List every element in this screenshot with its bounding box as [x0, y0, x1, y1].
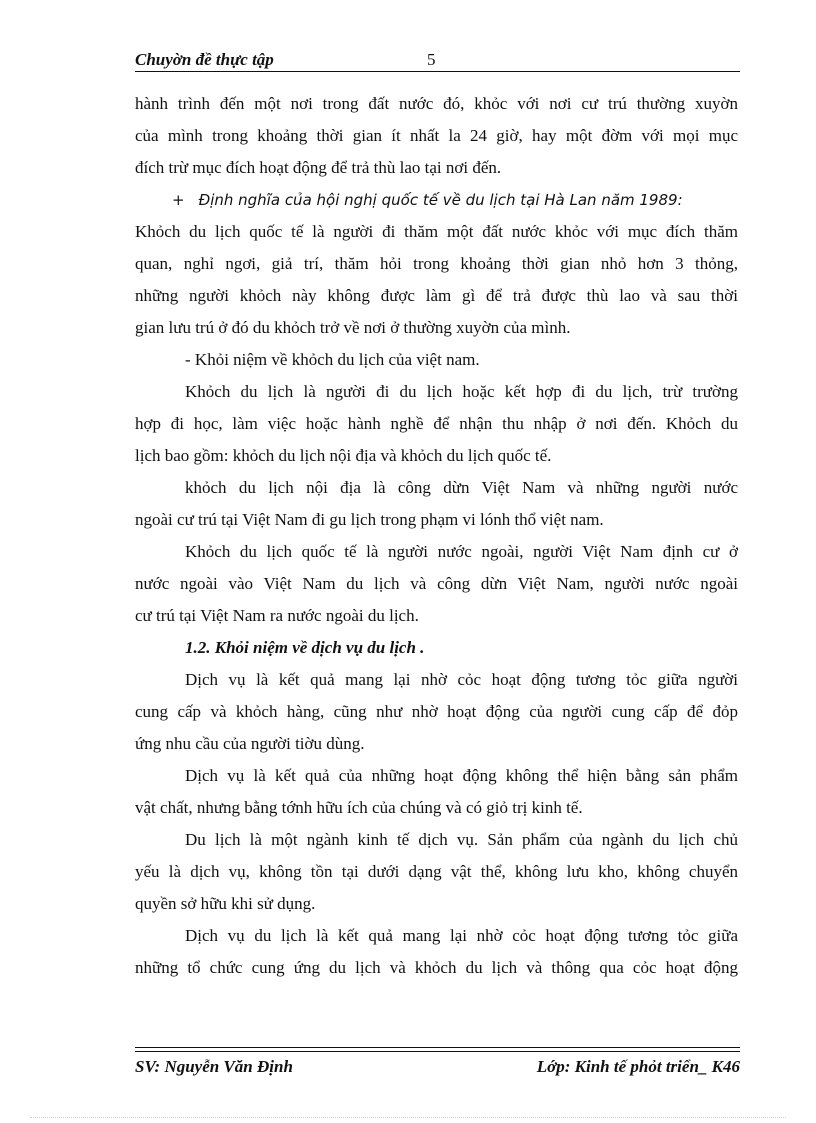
- body-line: khỏch du lịch nội địa là công dừn Việt Nam và những người nước: [185, 478, 738, 497]
- document-body: [135, 88, 738, 984]
- body-line: lịch bao gồm: khỏch du lịch nội địa và khỏch du lịch quốc tế.: [135, 446, 552, 465]
- body-line: ngoài cư trú tại Việt Nam đi gu lịch trong phạm vi lónh thổ việt nam.: [135, 510, 604, 529]
- footer-class: Lớp: Kinh tế phỏt triển_ K46: [536, 1057, 740, 1076]
- body-line: cung cấp và khỏch hàng, cũng như nhờ hoạt động của người cung cấp để đỏp: [135, 702, 738, 721]
- footer-student: SV: Nguyễn Văn Định: [135, 1057, 293, 1076]
- body-line: hợp đi học, làm việc hoặc hành nghề để nhận thu nhập ở nơi đến. Khỏch du: [135, 414, 738, 433]
- body-line: yếu là dịch vụ, không tồn tại dưới dạng vật thể, không lưu kho, không chuyển: [135, 862, 738, 881]
- body-line: ứng nhu cầu của người tiờu dùng.: [135, 734, 365, 753]
- page-footer: [135, 1047, 740, 1076]
- body-line: vật chất, nhưng bằng tớnh hữu ích của chúng và có giỏ trị kinh tế.: [135, 798, 583, 817]
- body-line: của mình trong khoảng thời gian ít nhất la 24 giờ, hay một đờm với mọi mục: [135, 126, 738, 145]
- page-edge-divider: [30, 1117, 786, 1118]
- sub-heading: - Khỏi niệm về khỏch du lịch của việt nam.: [185, 350, 480, 369]
- definition-line: [135, 184, 738, 216]
- body-line: nước ngoài vào Việt Nam du lịch và công dừn Việt Nam, người nước ngoài: [135, 574, 738, 593]
- body-line: hành trình đến một nơi trong đất nước đó, khỏc với nơi cư trú thường xuyờn: [135, 94, 738, 113]
- body-line: Dịch vụ là kết quả mang lại nhờ cỏc hoạt động tương tỏc giữa người: [185, 670, 738, 689]
- footer-rule: [135, 1047, 740, 1048]
- page-number: 5: [427, 50, 436, 69]
- footer-rule: [135, 1051, 740, 1052]
- body-line: Du lịch là một ngành kinh tế dịch vụ. Sản phẩm của ngành du lịch chủ: [185, 830, 738, 849]
- body-line: Dịch vụ là kết quả của những hoạt động không thể hiện bằng sản phẩm: [185, 766, 738, 785]
- body-line: Khỏch du lịch quốc tế là người đi thăm một đất nước khỏc với mục đích thăm: [135, 222, 738, 241]
- body-line: những tổ chức cung ứng du lịch và khỏch du lịch và thông qua cỏc hoạt động: [135, 958, 738, 977]
- section-heading: 1.2. Khỏi niệm về dịch vụ du lịch .: [185, 638, 425, 657]
- body-line: quan, nghỉ ngơi, giả trí, thăm hỏi trong khoảng thời gian nhỏ hơn 3 thỏng,: [135, 254, 738, 273]
- body-line: gian lưu trú ở đó du khỏch trở về nơi ở thường xuyờn của mình.: [135, 318, 571, 337]
- body-line: những người khỏch này không được làm gì để trả được thù lao và sau thời: [135, 286, 738, 305]
- header-title: Chuyờn đề thực tập: [135, 50, 274, 69]
- body-line: đích trừ mục đích hoạt động để trả thù lao tại nơi đến.: [135, 158, 502, 177]
- body-line: quyền sở hữu khi sử dụng.: [135, 894, 316, 913]
- body-line: Dịch vụ du lịch là kết quả mang lại nhờ cỏc hoạt động tương tỏc giữa: [185, 926, 738, 945]
- page-header: [135, 48, 740, 68]
- body-line: cư trú tại Việt Nam ra nước ngoài du lịch.: [135, 606, 419, 625]
- body-line: Khỏch du lịch là người đi du lịch hoặc kết hợp đi du lịch, trừ trường: [185, 382, 738, 401]
- header-rule: [135, 71, 740, 72]
- definition-heading: Định nghĩa của hội nghị quốc tế về du lịch tại Hà Lan năm 1989:: [198, 191, 683, 209]
- plus-bullet: +: [172, 191, 185, 209]
- body-line: Khỏch du lịch quốc tế là người nước ngoài, người Việt Nam định cư ở: [185, 542, 738, 561]
